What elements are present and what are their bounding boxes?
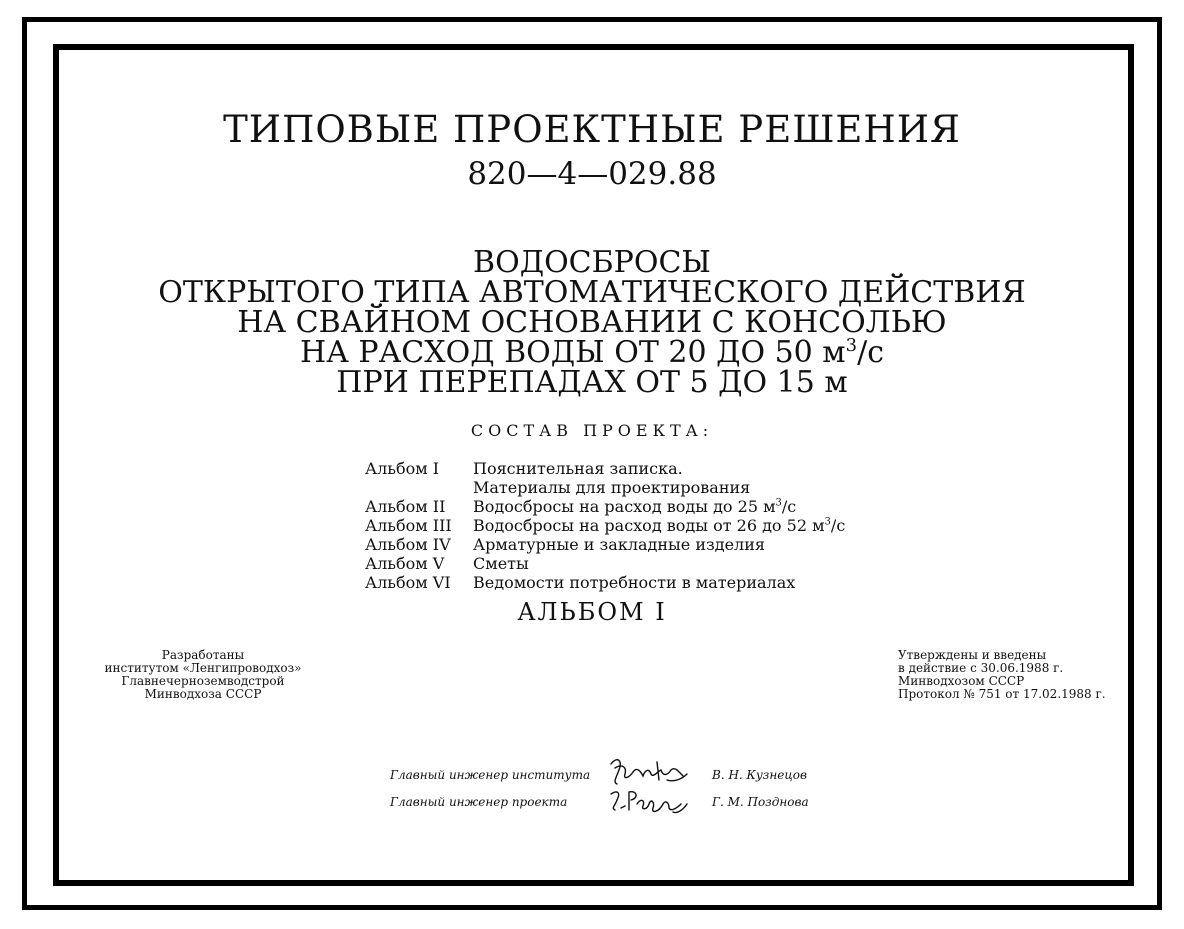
title-line-5: ПРИ ПЕРЕПАДАХ ОТ 5 ДО 15 м bbox=[336, 365, 848, 400]
title-line-2: ОТКРЫТОГО ТИПА АВТОМАТИЧЕСКОГО ДЕЙСТВИЯ bbox=[158, 275, 1026, 310]
album-row: Альбом VI Ведомости потребности в материалах bbox=[365, 573, 796, 592]
album-row: Альбом I Пояснительная записка. bbox=[365, 459, 683, 478]
title-line-4: НА РАСХОД ВОДЫ ОТ 20 ДО 50 $м^3/с$ bbox=[299, 335, 885, 370]
album-row: Альбом II Водосбросы на расход воды до 25 $м^3/с$ bbox=[365, 497, 797, 516]
document-title bbox=[0, 245, 1184, 400]
album-row: Альбом III Водосбросы на расход воды от 26 до 52 $м^3/с$ bbox=[365, 516, 846, 535]
series-heading: ТИПОВЫЕ ПРОЕКТНЫЕ РЕШЕНИЯ bbox=[223, 108, 961, 151]
album-list bbox=[365, 459, 845, 592]
signature-role-1: Главный инженер института bbox=[390, 768, 591, 782]
signer-name-2: Г. М. Позднова bbox=[712, 795, 809, 809]
album-row: Материалы для проектирования bbox=[473, 478, 751, 497]
composition-label: СОСТАВ ПРОЕКТА: bbox=[470, 421, 714, 440]
signature-role-2: Главный инженер проекта bbox=[390, 795, 568, 809]
title-line-3: НА СВАЙНОМ ОСНОВАНИИ С КОНСОЛЬЮ bbox=[237, 305, 947, 340]
handwritten-signature-1 bbox=[607, 754, 691, 788]
handwritten-signature-2 bbox=[607, 786, 691, 818]
project-code: 820—4—029.88 bbox=[467, 156, 717, 192]
signer-name-1: В. Н. Кузнецов bbox=[712, 768, 807, 782]
approval-block: Утверждены и введены в действие с 30.06.1988 г. Минводхозом СССР Протокол № 751 от 17.02.1988 г. bbox=[898, 648, 1106, 701]
album-heading: АЛЬБОМ I bbox=[517, 598, 667, 626]
developer-block: Разработаны институтом «Ленгипроводхоз» Главнечерноземводстрой Минводхоза СССР bbox=[104, 648, 302, 701]
album-row: Альбом V Сметы bbox=[365, 554, 529, 573]
title-line-1: ВОДОСБРОСЫ bbox=[473, 245, 711, 280]
album-row: Альбом IV Арматурные и закладные изделия bbox=[365, 535, 765, 554]
